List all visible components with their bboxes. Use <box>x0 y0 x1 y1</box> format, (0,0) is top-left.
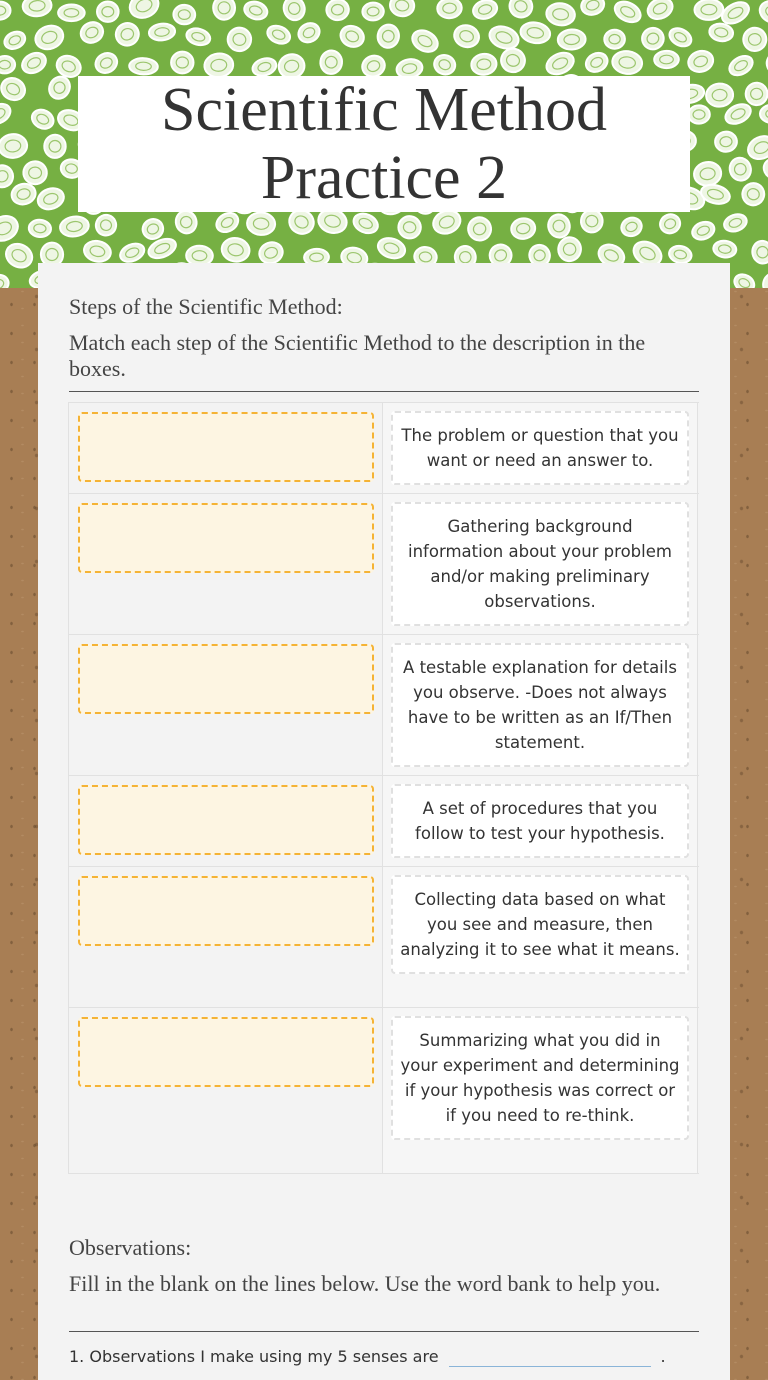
worksheet <box>38 263 730 1380</box>
doodle-circle <box>506 0 535 21</box>
doodle-circle <box>0 1 11 20</box>
doodle-circle <box>397 214 423 240</box>
doodle-circle <box>32 22 67 53</box>
doodle-circle <box>668 244 694 265</box>
description-cell <box>383 1008 698 1173</box>
doodle-circle <box>126 0 162 22</box>
doodle-circle <box>173 4 196 25</box>
doodle-circle <box>325 0 349 21</box>
question-1-blank-input[interactable] <box>449 1346 651 1367</box>
doodle-circle <box>644 0 676 23</box>
doodle-circle <box>0 74 29 104</box>
match-row <box>69 403 699 494</box>
match-row <box>69 1008 699 1174</box>
doodle-circle <box>705 82 734 107</box>
steps-heading: Steps of the Scientific Method: <box>69 294 343 319</box>
doodle-circle <box>0 56 15 74</box>
doodle-circle <box>59 215 90 239</box>
doodle-circle <box>583 49 611 75</box>
doodle-circle <box>498 46 527 75</box>
doodle-circle <box>376 23 401 50</box>
doodle-circle <box>58 5 85 22</box>
doodle-circle <box>295 19 323 45</box>
matching-table <box>68 402 699 1174</box>
doodle-circle <box>242 0 269 22</box>
doodle-circle <box>471 0 499 22</box>
drop-target[interactable] <box>78 785 374 855</box>
doodle-circle <box>148 22 176 41</box>
doodle-circle <box>28 219 52 238</box>
doodle-circle <box>112 20 142 49</box>
doodle-circle <box>362 2 384 21</box>
title-line-2: Practice 2 <box>260 144 508 212</box>
doodle-circle <box>611 49 643 75</box>
description-card[interactable]: Collecting data based on what you see and measure, then analyzing it to see what it means. <box>391 875 689 974</box>
doodle-circle <box>557 29 586 50</box>
description-cell <box>383 776 698 866</box>
doodle-circle <box>451 22 481 50</box>
question-1 <box>69 1346 709 1367</box>
doodle-circle <box>744 132 768 163</box>
doodle-circle <box>117 240 147 265</box>
doodle-circle <box>213 0 236 20</box>
doodle-circle <box>470 52 498 76</box>
doodle-circle <box>727 155 754 183</box>
doodle-circle <box>29 106 57 132</box>
doodle-circle <box>745 82 768 106</box>
doodle-circle <box>708 22 734 43</box>
observations-instructions: Fill in the blank on the lines below. Use the word bank to help you. <box>69 1271 661 1296</box>
description-card[interactable]: A set of procedures that you follow to test your hypothesis. <box>391 784 689 858</box>
doodle-circle <box>0 100 14 128</box>
doodle-circle <box>388 0 415 18</box>
doodle-circle <box>465 214 494 243</box>
drop-target[interactable] <box>78 503 374 573</box>
doodle-circle <box>557 236 583 263</box>
doodle-circle <box>319 49 343 75</box>
doodle-circle <box>77 19 106 47</box>
doodle-circle <box>93 212 119 238</box>
description-card[interactable]: Summarizing what you did in your experiment and determining if your hypothesis was correct or if you need to re-think. <box>391 1016 689 1140</box>
drop-cell <box>69 1008 383 1173</box>
doodle-circle <box>2 239 36 272</box>
doodle-circle <box>140 216 166 242</box>
description-cell <box>383 635 698 775</box>
doodle-circle <box>604 29 625 49</box>
doodle-circle <box>437 0 463 19</box>
doodle-circle <box>0 212 22 246</box>
doodle-circle <box>431 52 457 77</box>
doodle-circle <box>82 239 113 265</box>
doodle-circle <box>92 49 121 76</box>
doodle-circle <box>619 215 644 239</box>
doodle-circle <box>2 28 28 52</box>
doodle-circle <box>225 25 253 53</box>
doodle-circle <box>375 235 407 262</box>
description-card[interactable]: A testable explanation for details you observe. -Does not always have to be written as an If/Then statement. <box>391 643 689 767</box>
doodle-circle <box>129 58 158 75</box>
doodle-circle <box>639 25 667 52</box>
description-card[interactable]: Gathering background information about your problem and/or making preliminary observations. <box>391 502 689 626</box>
doodle-circle <box>44 134 66 158</box>
drop-cell <box>69 776 383 866</box>
doodle-circle <box>740 181 767 208</box>
doodle-circle <box>519 20 552 45</box>
doodle-circle <box>750 239 768 265</box>
doodle-circle <box>657 211 683 236</box>
doodle-circle <box>173 209 199 236</box>
page-title <box>161 76 607 212</box>
drop-cell <box>69 635 383 775</box>
doodle-circle <box>580 209 604 234</box>
title-line-1: Scientific Method <box>161 76 607 144</box>
drop-cell <box>69 494 383 634</box>
drop-target[interactable] <box>78 1017 374 1087</box>
doodle-circle <box>220 236 251 264</box>
doodle-circle <box>742 27 767 52</box>
drop-target[interactable] <box>78 876 374 946</box>
description-cell <box>383 403 698 493</box>
doodle-circle <box>688 105 710 124</box>
doodle-circle <box>22 0 53 17</box>
doodle-circle <box>692 160 723 187</box>
match-row <box>69 635 699 776</box>
doodle-circle <box>579 0 607 18</box>
steps-instructions: Match each step of the Scientific Method to the description in the boxes. <box>69 330 646 381</box>
doodle-circle <box>246 212 275 236</box>
doodle-circle <box>760 104 768 123</box>
drop-target[interactable] <box>78 644 374 714</box>
doodle-circle <box>185 26 213 48</box>
question-1-suffix: . <box>660 1347 666 1366</box>
doodle-circle <box>171 52 193 74</box>
doodle-circle <box>337 22 367 50</box>
doodle-circle <box>97 1 119 22</box>
doodle-circle <box>694 0 724 20</box>
match-row <box>69 776 699 867</box>
observations-heading: Observations: <box>69 1235 192 1260</box>
doodle-circle <box>759 268 768 288</box>
doodle-circle <box>714 131 737 153</box>
doodle-circle <box>654 51 679 69</box>
doodle-circle <box>611 0 644 26</box>
doodle-circle <box>712 239 737 258</box>
doodle-circle <box>666 25 694 50</box>
question-1-prefix: 1. Observations I make using my 5 senses are <box>69 1347 439 1366</box>
match-row <box>69 494 699 635</box>
doodle-circle <box>0 133 28 159</box>
doodle-circle <box>763 50 768 77</box>
drop-target[interactable] <box>78 412 374 482</box>
doodle-circle <box>35 185 67 213</box>
drop-cell <box>69 403 383 493</box>
doodle-circle <box>265 22 293 47</box>
doodle-circle <box>409 26 442 56</box>
doodle-circle <box>351 210 381 237</box>
divider <box>69 391 699 392</box>
doodle-circle <box>213 209 242 236</box>
doodle-circle <box>690 219 717 243</box>
doodle-circle <box>203 52 234 79</box>
doodle-circle <box>756 0 768 27</box>
header-banner <box>0 0 768 288</box>
doodle-circle <box>543 49 577 79</box>
doodle-circle <box>0 272 11 288</box>
match-row <box>69 867 699 1008</box>
doodle-circle <box>486 23 521 53</box>
doodle-circle <box>23 161 48 185</box>
doodle-circle <box>510 217 537 241</box>
description-card[interactable]: The problem or question that you want or need an answer to. <box>391 411 689 485</box>
doodle-circle <box>281 0 307 23</box>
doodle-circle <box>686 48 716 75</box>
divider <box>69 1331 699 1332</box>
drop-cell <box>69 867 383 1007</box>
doodle-circle <box>722 211 749 234</box>
doodle-circle <box>545 1 576 27</box>
title-box <box>78 76 690 212</box>
description-cell <box>383 494 698 634</box>
doodle-circle <box>19 49 50 77</box>
description-cell <box>383 867 698 1007</box>
doodle-circle <box>731 271 757 288</box>
doodle-circle <box>546 212 573 240</box>
doodle-circle <box>726 52 756 79</box>
